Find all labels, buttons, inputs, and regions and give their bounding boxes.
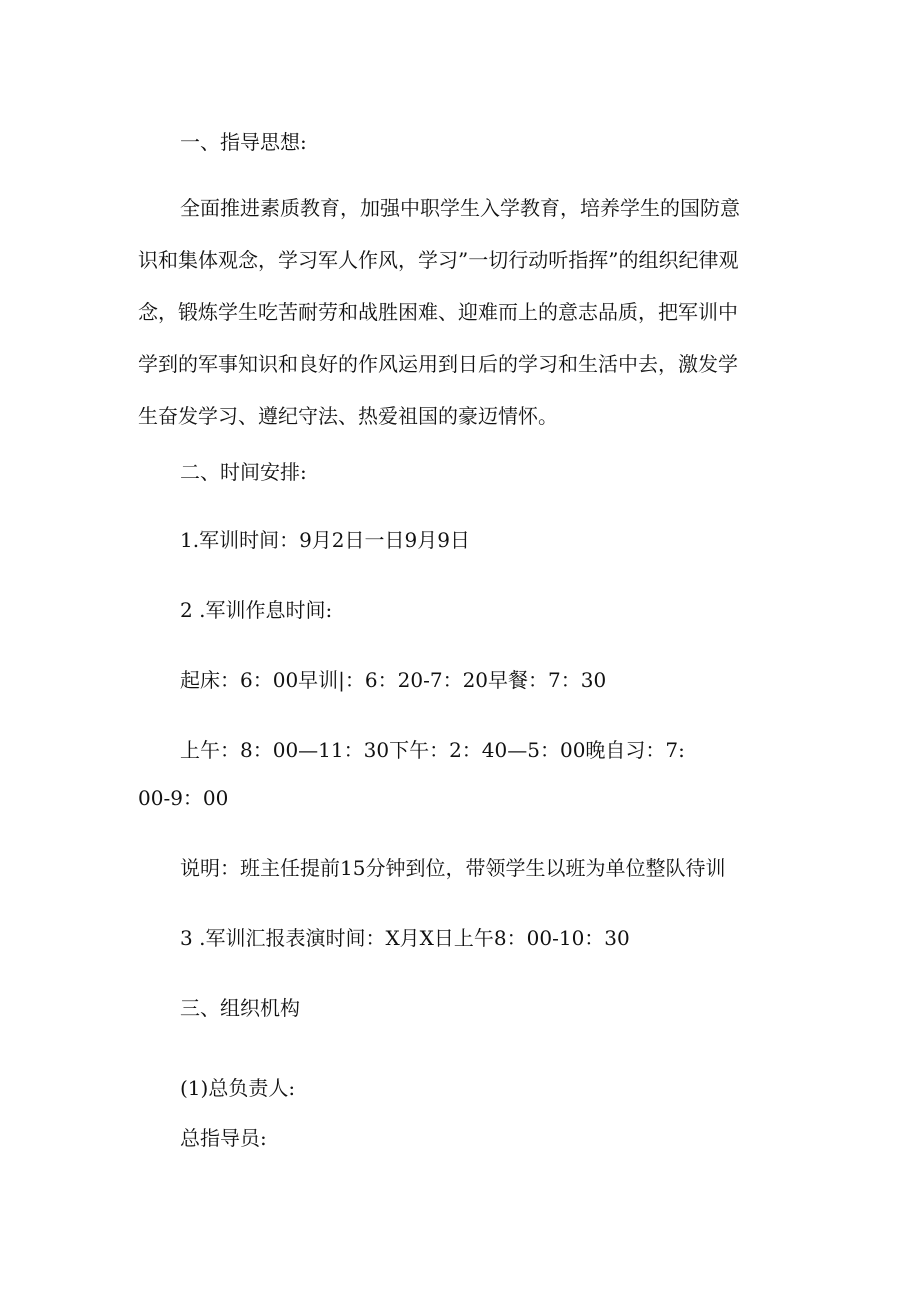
- section-heading-time-arrangement: 二、时间安排:: [180, 460, 307, 484]
- section-heading-guiding-ideology: 一、指导思想:: [180, 130, 307, 154]
- schedule-note: 说明：班主任提前15分钟到位，带领学生以班为单位整队待训: [180, 856, 726, 880]
- general-instructor-item: 总指导员:: [180, 1126, 267, 1150]
- section-heading-organization: 三、组织机构: [180, 996, 300, 1020]
- schedule-day-line: 上午：8：00—11：30下午：2：40—5：00晚自习：7:: [180, 738, 685, 762]
- report-performance-item: 3 .军训汇报表演时间：X月X日上午8：00-10：30: [180, 926, 630, 950]
- schedule-day-line-continued: 00-9：00: [138, 786, 229, 810]
- training-period-item: 1.军训时间：9月2日一日9月9日: [180, 528, 470, 552]
- training-schedule-item: 2 .军训作息时间:: [180, 598, 333, 622]
- general-leader-item: (1)总负责人:: [180, 1076, 296, 1100]
- schedule-morning-line: 起床：6：00早训|：6：20-7：20早餐：7：30: [180, 668, 607, 692]
- guiding-ideology-paragraph: 全面推进素质教育，加强中职学生入学教育，培养学生的国防意识和集体观念，学习军人作风，学习”一切行动听指挥”的组织纪律观念，锻炼学生吃苦耐劳和战胜困难、迎难而上的意志品质，把军训中学到的军事知识和良好的作风运用到日后的学习和生活中去，激发学生奋发学习、遵纪守法、热爱祖国的豪迈情怀。: [138, 196, 740, 428]
